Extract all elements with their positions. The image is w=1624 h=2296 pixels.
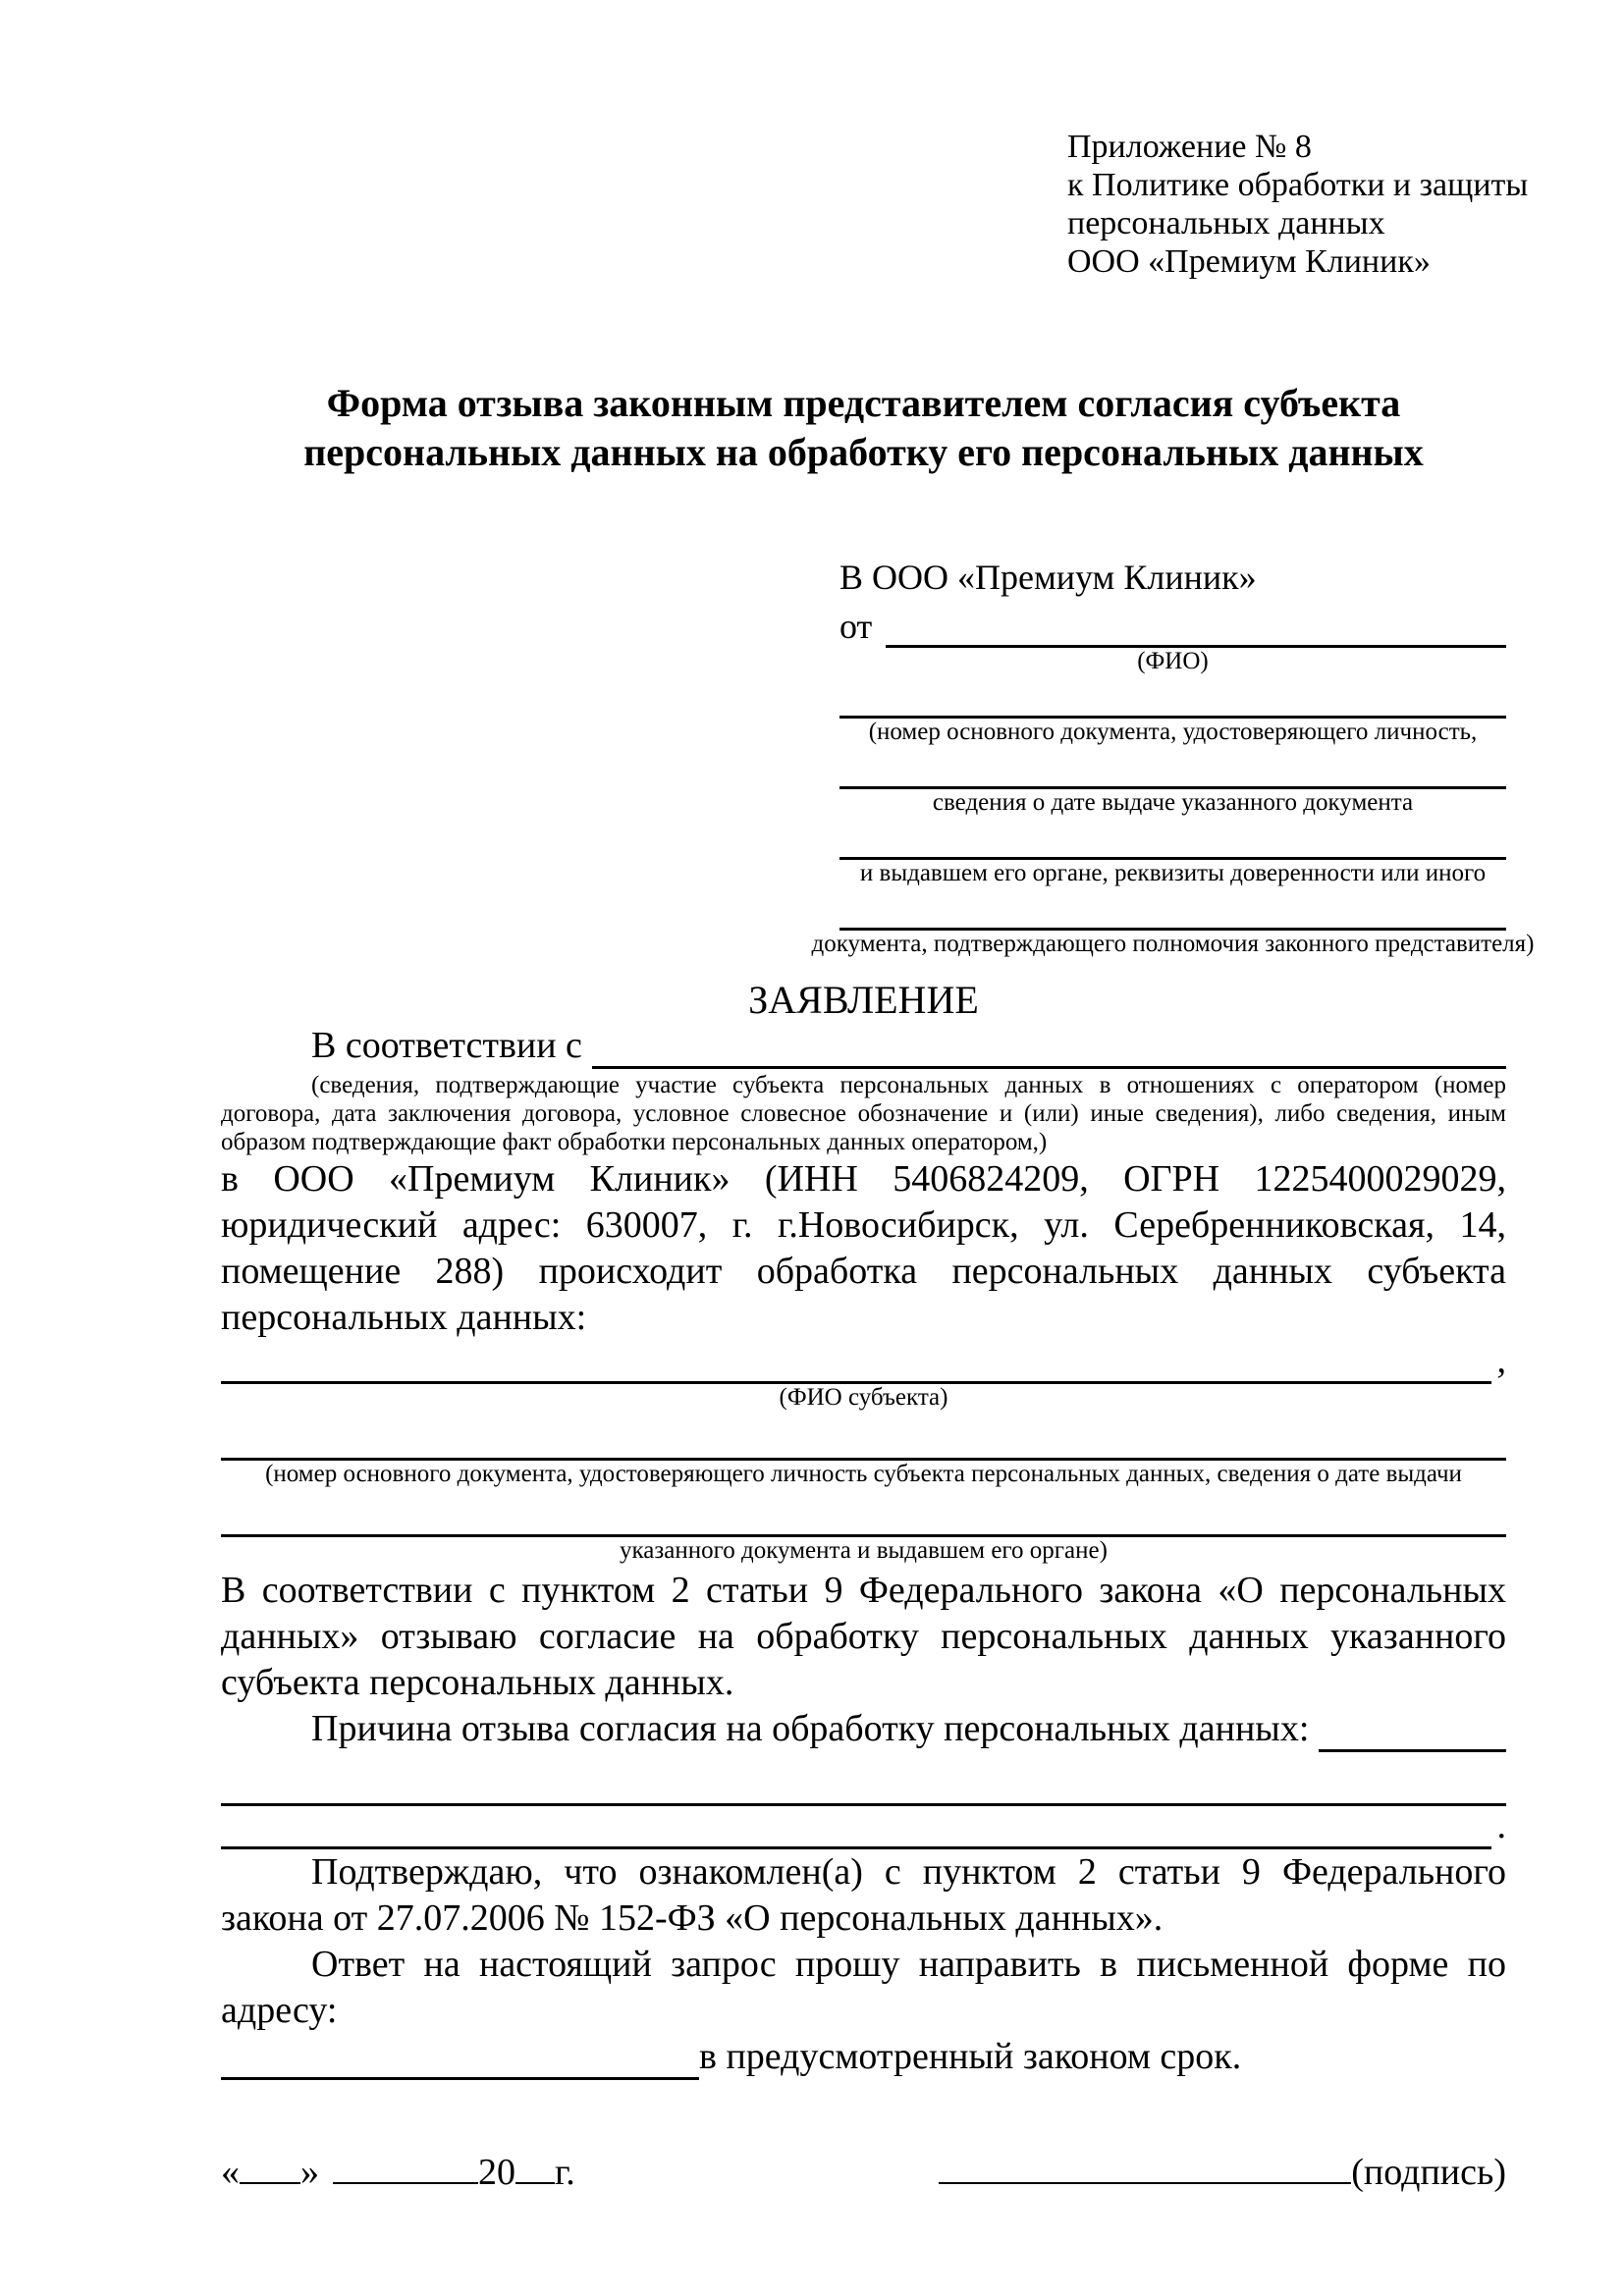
appendix-block <box>1067 128 1529 281</box>
from-row <box>839 605 1506 648</box>
signature-field <box>939 2149 1506 2195</box>
reply-address-line[interactable] <box>221 2038 699 2080</box>
reason-continuation-line-1[interactable] <box>221 1752 1506 1806</box>
acknowledge-paragraph: Подтверждаю, что ознакомлен(а) с пунктом 2 статьи 9 Федерального закона от 27.07.2006 № 152-ФЗ «О персональных данных». <box>221 1851 1506 1939</box>
date-close-quote: » <box>300 2152 319 2193</box>
year-suffix: г. <box>555 2152 575 2193</box>
accordance-basis-line[interactable] <box>592 1066 1506 1069</box>
subject-fio-row <box>221 1341 1506 1384</box>
date-field <box>221 2149 575 2195</box>
from-label: от <box>839 607 873 646</box>
signature-line[interactable] <box>939 2149 1351 2184</box>
authority-doc-caption: документа, подтверждающего полномочия законного представителя) <box>811 931 1535 957</box>
year-prefix: 20 <box>478 2152 515 2193</box>
representative-doc-number-line[interactable] <box>839 678 1506 719</box>
subject-doc-number-line[interactable] <box>221 1415 1506 1461</box>
date-month-line[interactable] <box>333 2149 478 2184</box>
reply-paragraph: Ответ на настоящий запрос прошу направить в письменной форме по адресу: <box>221 1944 1506 2031</box>
reply-tail: в предусмотренный законом срок. <box>699 2036 1242 2077</box>
document-title: Форма отзыва законным представителем согласия субъекта персональных данных на обработку его персональных данных <box>303 381 1424 474</box>
reason-row <box>221 1706 1506 1752</box>
subject-doc-caption-2: указанного документа и выдавшем его органе) <box>620 1537 1108 1564</box>
doc-number-caption: (номер основного документа, удостоверяющего личность, <box>868 719 1478 745</box>
doc-issue-date-caption: сведения о дате выдаче указанного документа <box>932 789 1414 816</box>
reason-line[interactable] <box>1319 1749 1506 1752</box>
operator-paragraph: в ООО «Премиум Клиник» (ИНН 5406824209, ОГРН 1225400029029, юридический адрес: 630007, г. г.Новосибирск, ул. Серебренниковская, 14, помещение 288) происходит обработка персональных данных субъекта персональных данных: <box>221 1158 1506 1338</box>
reply-address-row <box>221 2034 1506 2080</box>
appendix-line: ООО «Премиум Клиник» <box>1067 243 1431 280</box>
comma-after-line: , <box>1496 1340 1506 1381</box>
reason-label: Причина отзыва согласия на обработку персональных данных: <box>311 1708 1310 1749</box>
statement-heading: ЗАЯВЛЕНИЕ <box>748 978 979 1022</box>
addressee-to: В ООО «Премиум Клиник» <box>839 558 1257 597</box>
addressee-block <box>811 556 1535 958</box>
period-after-line: . <box>1496 1805 1506 1846</box>
doc-issuer-line[interactable] <box>839 820 1506 860</box>
subject-doc-caption-1: (номер основного документа, удостоверяющего личность субъекта персональных данных, сведения о дате выдачи <box>265 1461 1462 1487</box>
appendix-line: Приложение № 8 <box>1067 129 1312 165</box>
authority-doc-line[interactable] <box>839 890 1506 931</box>
accordance-note: (сведения, подтверждающие участие субъекта персональных данных в отношениях с оператором (номер договора, дата заключения договора, условное словесное обозначение и (или) иные сведения), либо сведения, иным образом подтверждающие факт обработки персональных данных оператором,) <box>221 1072 1506 1155</box>
date-year-line[interactable] <box>515 2149 555 2184</box>
date-open-quote: « <box>221 2152 240 2193</box>
fio-caption: (ФИО) <box>1137 648 1209 674</box>
footer-row <box>221 2149 1506 2195</box>
signature-caption: (подпись) <box>1351 2152 1506 2193</box>
withdraw-paragraph: В соответствии с пунктом 2 статьи 9 Федерального закона «О персональных данных» отзываю согласие на обработку персональных данных указанного субъекта персональных данных. <box>221 1570 1506 1703</box>
subject-fio-caption: (ФИО субъекта) <box>779 1384 948 1411</box>
date-day-line[interactable] <box>240 2149 300 2184</box>
doc-issuer-caption: и выдавшем его органе, реквизиты доверенности или иного <box>859 860 1487 886</box>
accordance-row <box>221 1023 1506 1069</box>
appendix-line: персональных данных <box>1067 205 1385 241</box>
subject-doc-issuer-line[interactable] <box>221 1491 1506 1537</box>
doc-issue-date-line[interactable] <box>839 749 1506 789</box>
reason-continuation-row <box>221 1806 1506 1849</box>
appendix-line: к Политике обработки и защиты <box>1067 167 1529 203</box>
accordance-label: В соответствии с <box>311 1025 582 1066</box>
